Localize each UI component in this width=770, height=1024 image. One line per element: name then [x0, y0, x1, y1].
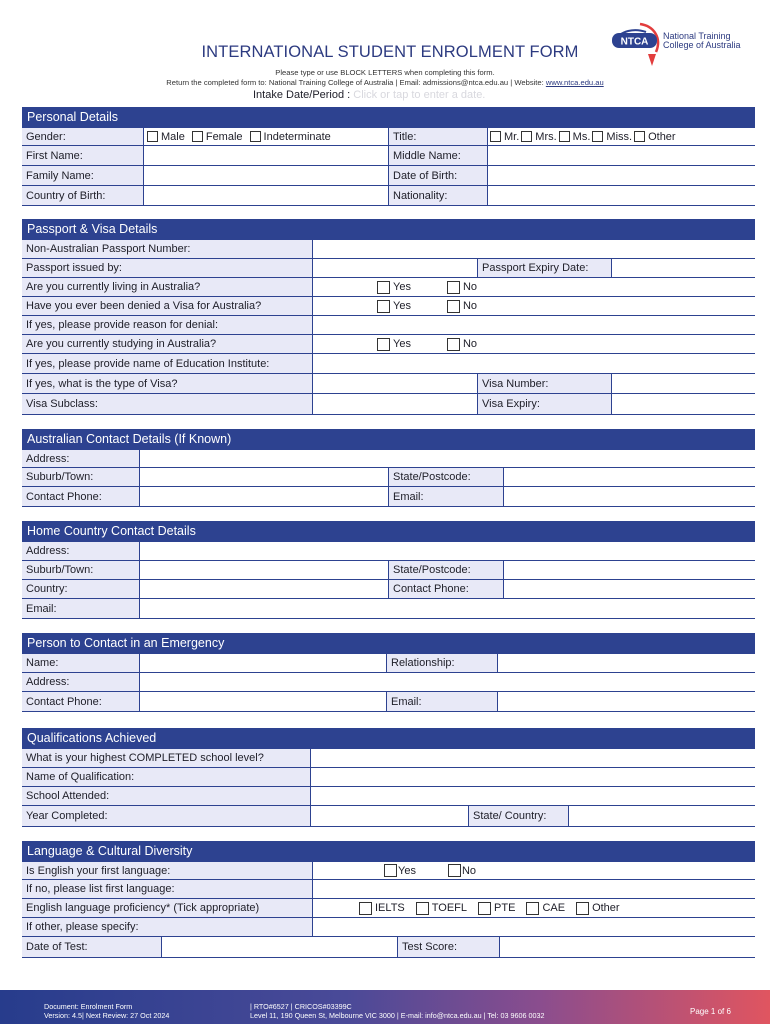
- home-country-input[interactable]: [140, 580, 388, 598]
- form-title: INTERNATIONAL STUDENT ENROLMENT FORM: [201, 43, 579, 61]
- nationality-input[interactable]: [488, 186, 755, 205]
- qualifications-year-label: Year Completed:: [22, 806, 311, 826]
- form-row: [22, 239, 755, 259]
- institute-input[interactable]: [313, 354, 755, 373]
- form-row: [22, 937, 755, 958]
- au-contact-address-label: Address:: [22, 450, 140, 467]
- form-row: [22, 861, 755, 880]
- qualifications-section: [22, 728, 755, 822]
- emergency-relationship-label: Relationship:: [386, 654, 498, 672]
- form-row: [22, 394, 755, 415]
- form-row: [22, 580, 755, 599]
- year-completed-input[interactable]: [311, 806, 468, 826]
- home-contact-section: [22, 521, 755, 615]
- pte-checkbox[interactable]: PTE: [478, 902, 515, 915]
- form-row: [22, 561, 755, 580]
- title-options: [490, 128, 683, 145]
- page-number: Page 1 of 6: [690, 1007, 731, 1016]
- form-row: [22, 541, 755, 561]
- personal-details-section: [22, 107, 755, 202]
- test-date-input[interactable]: [162, 937, 397, 957]
- au-state-input[interactable]: [504, 468, 755, 486]
- passport-denied-label: Have you ever been denied a Visa for Australia?: [22, 297, 313, 315]
- first-language-input[interactable]: [313, 880, 755, 898]
- intake-date-field[interactable]: Intake Date/Period : Click or tap to enter a date.: [253, 89, 486, 101]
- website-link[interactable]: www.ntca.edu.au: [545, 78, 604, 87]
- form-row: [22, 918, 755, 937]
- school-level-input[interactable]: [311, 749, 755, 767]
- form-row: [22, 748, 755, 768]
- other-test-checkbox[interactable]: Other: [576, 902, 620, 915]
- form-row: [22, 297, 755, 316]
- personal-title-label-label: Title:: [388, 128, 488, 145]
- school-attended-input[interactable]: [311, 787, 755, 805]
- country-of-birth-input[interactable]: [144, 186, 388, 205]
- language-test-date-label: Date of Test:: [22, 937, 162, 957]
- au-suburb-input[interactable]: [140, 468, 388, 486]
- personal-family-name-label: Family Name:: [22, 166, 144, 185]
- visa-type-input[interactable]: [313, 374, 477, 393]
- home-suburb-input[interactable]: [140, 561, 388, 579]
- passport-passport-number-label: Non-Australian Passport Number:: [22, 240, 313, 258]
- passport-visa-expiry-label: Visa Expiry:: [477, 394, 612, 414]
- emergency-address-label: Address:: [22, 673, 140, 691]
- visa-subclass-input[interactable]: [313, 394, 477, 414]
- footer-document-info: Document: Enrolment Form Version: 4.5| Next Review: 27 Oct 2024: [44, 1002, 170, 1020]
- au-contact-phone-label: Contact Phone:: [22, 487, 140, 506]
- visa-expiry-input[interactable]: [612, 394, 755, 414]
- form-row: [22, 673, 755, 692]
- family-name-input[interactable]: [144, 166, 388, 185]
- home-contact-address-label: Address:: [22, 542, 140, 560]
- ielts-checkbox[interactable]: IELTS: [359, 902, 405, 915]
- form-row: [22, 468, 755, 487]
- personal-nationality-label: Nationality:: [388, 186, 488, 205]
- title-mrs-checkbox[interactable]: Mrs.: [521, 131, 556, 143]
- emergency-contact-section: [22, 633, 755, 708]
- personal-first-name-label: First Name:: [22, 146, 144, 165]
- home-state-input[interactable]: [504, 561, 755, 579]
- form-row: [22, 899, 755, 918]
- home-contact-suburb-label: Suburb/Town:: [22, 561, 140, 579]
- english-first-no-checkbox[interactable]: No: [448, 864, 476, 877]
- qualifications-qualification-label: Name of Qualification:: [22, 768, 311, 786]
- australian-contact-section: [22, 429, 755, 503]
- section-heading: Qualifications Achieved: [22, 728, 755, 748]
- passport-expiry-label: Passport Expiry Date:: [477, 259, 612, 277]
- passport-visa-type-label: If yes, what is the type of Visa?: [22, 374, 313, 393]
- living-yes-checkbox[interactable]: Yes: [377, 281, 411, 294]
- middle-name-input[interactable]: [488, 146, 755, 165]
- passport-living-label: Are you currently living in Australia?: [22, 278, 313, 296]
- form-row: [22, 259, 755, 278]
- passport-studying-label: Are you currently studying in Australia?: [22, 335, 313, 353]
- checkbox-group: [384, 862, 483, 879]
- dob-input[interactable]: [488, 166, 755, 185]
- au-address-input[interactable]: [140, 450, 755, 467]
- emergency-address-input[interactable]: [140, 673, 755, 691]
- form-row: [22, 166, 755, 186]
- gender-male-checkbox[interactable]: Male: [147, 131, 185, 143]
- denied-no-checkbox[interactable]: No: [447, 300, 477, 313]
- form-row: [22, 787, 755, 806]
- section-heading: Person to Contact in an Emergency: [22, 633, 755, 653]
- org-name: National Training College of Australia: [663, 31, 741, 50]
- personal-country-birth-label: Country of Birth:: [22, 186, 144, 205]
- form-row: [22, 186, 755, 206]
- section-heading: Passport & Visa Details: [22, 219, 755, 239]
- passport-visa-number-label: Visa Number:: [477, 374, 612, 393]
- home-contact-email-label: Email:: [22, 599, 140, 618]
- section-heading: Australian Contact Details (If Known): [22, 429, 755, 449]
- emergency-phone-label: Contact Phone:: [22, 692, 140, 711]
- checkbox-group: [377, 335, 484, 353]
- section-heading: Language & Cultural Diversity: [22, 841, 755, 861]
- english-first-yes-checkbox[interactable]: Yes: [384, 864, 416, 877]
- instruction-text: Please type or use BLOCK LETTERS when completing this form.: [275, 68, 495, 77]
- section-heading: Home Country Contact Details: [22, 521, 755, 541]
- passport-issued-input[interactable]: [313, 259, 477, 277]
- return-info: Return the completed form to: National Training College of Australia | Email: admissions@ntca.edu.au | Website: www.ntca.edu.au: [166, 78, 604, 87]
- checkbox-group: [377, 297, 484, 315]
- language-test-score-label: Test Score:: [397, 937, 500, 957]
- checkbox-group: [359, 899, 627, 917]
- visa-number-input[interactable]: [612, 374, 755, 393]
- emergency-name-label: Name:: [22, 654, 140, 672]
- form-row: [22, 768, 755, 787]
- gender-options: [147, 128, 338, 145]
- qualifications-school-level-label: What is your highest COMPLETED school level?: [22, 749, 311, 767]
- form-row: [22, 316, 755, 335]
- form-row: [22, 806, 755, 827]
- language-english-first-label: Is English your first language:: [22, 862, 313, 879]
- form-row: [22, 449, 755, 468]
- denied-yes-checkbox[interactable]: Yes: [377, 300, 411, 313]
- intake-date-placeholder: Click or tap to enter a date.: [353, 89, 486, 101]
- page-footer: [0, 990, 770, 1024]
- home-email-input[interactable]: [140, 599, 755, 618]
- gender-female-checkbox[interactable]: Female: [192, 131, 243, 143]
- form-row: [22, 692, 755, 712]
- test-score-input[interactable]: [500, 937, 755, 957]
- first-name-input[interactable]: [144, 146, 388, 165]
- qualifications-school-label: School Attended:: [22, 787, 311, 805]
- passport-visa-subclass-label: Visa Subclass:: [22, 394, 313, 414]
- personal-gender-label-label: Gender:: [22, 128, 144, 145]
- personal-dob-label: Date of Birth:: [388, 166, 488, 185]
- title-ms-checkbox[interactable]: Ms.: [559, 131, 591, 143]
- form-row: [22, 127, 755, 146]
- language-if-no-label: If no, please list first language:: [22, 880, 313, 898]
- form-row: [22, 335, 755, 354]
- form-row: [22, 653, 755, 673]
- passport-visa-section: [22, 219, 755, 410]
- title-mr-checkbox[interactable]: Mr.: [490, 131, 519, 143]
- au-contact-email-label: Email:: [388, 487, 504, 506]
- form-row: [22, 146, 755, 166]
- au-phone-input[interactable]: [140, 487, 388, 506]
- gender-indeterminate-checkbox[interactable]: Indeterminate: [250, 131, 331, 143]
- cae-checkbox[interactable]: CAE: [526, 902, 565, 915]
- emergency-email-input[interactable]: [498, 692, 755, 711]
- passport-denial-reason-label: If yes, please provide reason for denial:: [22, 316, 313, 334]
- home-address-input[interactable]: [140, 542, 755, 560]
- language-proficiency-label: English language proficiency* (Tick appropriate): [22, 899, 313, 917]
- checkbox-group: [377, 278, 484, 296]
- form-row: [22, 374, 755, 394]
- state-country-input[interactable]: [569, 806, 755, 826]
- title-miss-checkbox[interactable]: Miss.: [592, 131, 632, 143]
- emergency-phone-input[interactable]: [140, 692, 386, 711]
- footer-contact-info: | RTO#6527 | CRICOS#03399C Level 11, 190 Queen St, Melbourne VIC 3000 | E-mail: info@ntca.edu.au | Tel: 03 9606 0032: [250, 1002, 545, 1020]
- language-if-other-label: If other, please specify:: [22, 918, 313, 936]
- living-no-checkbox[interactable]: No: [447, 281, 477, 294]
- toefl-checkbox[interactable]: TOEFL: [416, 902, 467, 915]
- studying-yes-checkbox[interactable]: Yes: [377, 338, 411, 351]
- qualification-name-input[interactable]: [311, 768, 755, 786]
- personal-middle-name-label: Middle Name:: [388, 146, 488, 165]
- studying-no-checkbox[interactable]: No: [447, 338, 477, 351]
- au-email-input[interactable]: [504, 487, 755, 506]
- title-other-checkbox[interactable]: Other: [634, 131, 676, 143]
- form-row: [22, 354, 755, 374]
- passport-institute-label: If yes, please provide name of Education Institute:: [22, 354, 313, 373]
- passport-number-input[interactable]: [313, 240, 755, 258]
- emergency-name-input[interactable]: [140, 654, 386, 672]
- form-row: [22, 278, 755, 297]
- emergency-relationship-input[interactable]: [498, 654, 755, 672]
- section-heading: Personal Details: [22, 107, 755, 127]
- other-test-input[interactable]: [313, 918, 755, 936]
- au-contact-state-label: State/Postcode:: [388, 468, 504, 486]
- home-contact-state-label: State/Postcode:: [388, 561, 504, 579]
- home-phone-input[interactable]: [504, 580, 755, 598]
- emergency-email-label: Email:: [386, 692, 498, 711]
- form-row: [22, 487, 755, 507]
- language-section: [22, 841, 755, 953]
- home-contact-phone-label: Contact Phone:: [388, 580, 504, 598]
- denial-reason-input[interactable]: [313, 316, 755, 334]
- form-row: [22, 599, 755, 619]
- au-contact-suburb-label: Suburb/Town:: [22, 468, 140, 486]
- passport-issued-by-label: Passport issued by:: [22, 259, 313, 277]
- passport-expiry-input[interactable]: [612, 259, 755, 277]
- form-row: [22, 880, 755, 899]
- home-contact-country-label: Country:: [22, 580, 140, 598]
- qualifications-state-country-label: State/ Country:: [468, 806, 569, 826]
- svg-text:NTCA: NTCA: [620, 36, 649, 48]
